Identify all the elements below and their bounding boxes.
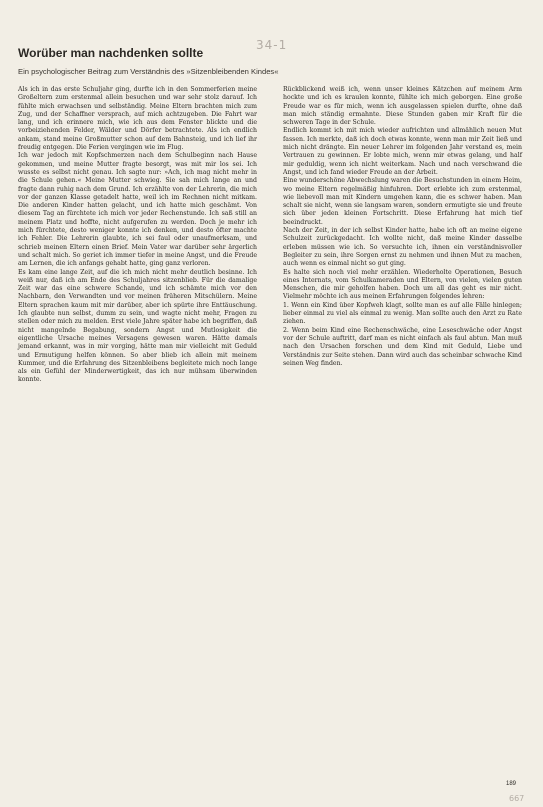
- pencil-annotation-bottom: 667: [509, 794, 525, 803]
- paragraph: Ich war jedoch mit Kopfschmerzen nach dem Schulbeginn nach Hause gekommen, und meine Mutter fragte besorgt, was mit mir los sei. Ich wusste es selbst nicht genau. Ich sagte nur: »Ach, ich mag nicht mehr in die Schule gehen.« Meine Mutter schwieg. Sie sah mich lange an und fragte dann ruhig nach dem Grund. Ich erzählte von der Lehrerin, die mich vor der ganzen Klasse getadelt hatte, weil ich im Rechnen nicht mitkam. Die anderen Kinder hatten gelacht, und ich hatte mich geschämt. Von diesem Tag an fürchtete ich mich vor jeder Rechenstunde. Ich saß still an meinem Platz und hoffte, nicht aufgerufen zu werden. Doch je mehr ich mich fürchtete, desto weniger konnte ich denken, und desto öfter machte ich Fehler. Die Lehrerin glaubte, ich sei faul oder unaufmerksam, und schrieb meinen Eltern einen Brief. Mein Vater war darüber sehr ärgerlich und schalt mich. So geriet ich immer tiefer in meine Angst, und die Freude am Lernen, die ich anfangs gehabt hatte, ging ganz verloren.: [18, 152, 257, 268]
- list-item: 2. Wenn beim Kind eine Rechenschwäche, eine Leseschwäche oder Angst vor der Schule auftritt, darf man es nicht einfach als faul abtun. Man muß nach den Ursachen forschen und dem Kind mit Geduld, Liebe und Verständnis zur Seite stehen. Dann wird auch das scheinbar schwache Kind seinen Weg finden.: [283, 326, 522, 367]
- article-subtitle: Ein psychologischer Beitrag zum Verständnis des »Sitzenbleibenden Kindes«: [18, 67, 279, 76]
- paragraph: Es halte sich noch viel mehr erzählen. Wiederholte Operationen, Besuch eines Internats, vom Schulkameraden und Eltern, von vielen, vielen guten Menschen, die mir geholfen haben. Doch um all das geht es mir nicht. Vielmehr möchte ich aus meinen Erfahrungen folgendes lehren:: [283, 268, 522, 301]
- article-title: Worüber man nachdenken sollte: [18, 46, 204, 60]
- pencil-annotation: 34-1: [256, 38, 288, 52]
- list-item: 1. Wenn ein Kind über Kopfweh klagt, sollte man es auf alle Fälle hinlegen; lieber einmal zu viel als einmal zu wenig. Man sollte auch den Arzt zu Rate ziehen.: [283, 301, 522, 326]
- paragraph: Eine wunderschöne Abwechslung waren die Besuchstunden in einem Heim, wo meine Eltern regelmäßig hinfuhren. Dort erlebte ich zum erstenmal, wie liebevoll man mit Kindern umgehen kann, die es schwer haben. Man schalt sie nicht, wenn sie langsam waren, sondern ermutigte sie und freute sich über jeden kleinen Fortschritt. Diese Erfahrung hat mich tief beeindruckt.: [283, 177, 522, 226]
- paragraph: Endlich kommt ich mit mich wieder aufrichten und allmählich neuen Mut fassen. Ich merkte, daß ich doch etwas konnte, wenn man mir Zeit ließ und mich nicht drängte. Ein neuer Lehrer im folgenden Jahr verstand es, mein Vertrauen zu gewinnen. Er lobte mich, wenn mir etwas gelang, und half mir geduldig, wenn ich nicht weiterkam. Nach und nach verschwand die Angst, und ich fand wieder Freude an der Arbeit.: [283, 127, 522, 176]
- paragraph: Rückblickend weiß ich, wenn unser kleines Kätzchen auf meinem Arm hockte und ich es kraulen konnte, fühlte ich mich geborgen. Eine große Freude war es für mich, wenn ich ausgelassen spielen durfte, ohne daß man mich ständig ermahnte. Diese Stunden gaben mir Kraft für die schweren Tage in der Schule.: [283, 86, 522, 127]
- paragraph: Als ich in das erste Schuljahr ging, durfte ich in den Sommerferien meine Großeltern zum erstenmal allein besuchen und war sehr stolz darauf. Ich fühlte mich erwachsen und selbständig. Meine Eltern brachten mich zum Zug, und der Schaffner versprach, auf mich achtzugeben. Die Fahrt war lang, und ich erinnere mich, wie ich aus dem Fenster blickte und die vorbeiziehenden Felder, Wälder und Dörfer betrachtete. Als ich endlich ankam, stand meine Großmutter schon auf dem Bahnsteig, und ich lief ihr freudig entgegen. Die Ferien vergingen wie im Flug.: [18, 86, 257, 152]
- paragraph: Nach der Zeit, in der ich selbst Kinder hatte, habe ich oft an meine eigene Schulzeit zurückgedacht. Ich wollte nicht, daß meine Kinder dasselbe erleben müssen wie ich. So versuchte ich, ihnen ein verständnisvoller Begleiter zu sein, ihre Sorgen ernst zu nehmen und ihnen Mut zu machen, auch wenn es einmal nicht so gut ging.: [283, 227, 522, 268]
- page-number: 189: [506, 781, 517, 787]
- right-column: [283, 86, 522, 368]
- paragraph: Es kam eine lange Zeit, auf die ich mich nicht mehr deutlich besinne. Ich weiß nur, daß ich am Ende des Schuljahres sitzenblieb. Für die damalige Zeit war das eine schwere Schande, und ich schämte mich vor den Nachbarn, den Verwandten und vor meinen früheren Mitschülern. Meine Eltern sprachen kaum mit mir darüber, aber ich spürte ihre Enttäuschung. Ich glaubte nun selbst, dumm zu sein, und wagte nicht mehr, Fragen zu stellen oder mich zu melden. Erst viele Jahre später habe ich begriffen, daß nicht mangelnde Begabung, sondern Angst und Mutlosigkeit die eigentliche Ursache meines Versagens gewesen waren. Hätte damals jemand erkannt, was in mir vorging, hätte man mir vielleicht mit Geduld und Ermutigung helfen können. So aber blieb ich allein mit meinem Kummer, und die Erfahrung des Sitzenbleibens begleitete mich noch lange als ein Gefühl der Minderwertigkeit, das ich nur mühsam überwinden konnte.: [18, 268, 257, 384]
- left-column: [18, 86, 257, 385]
